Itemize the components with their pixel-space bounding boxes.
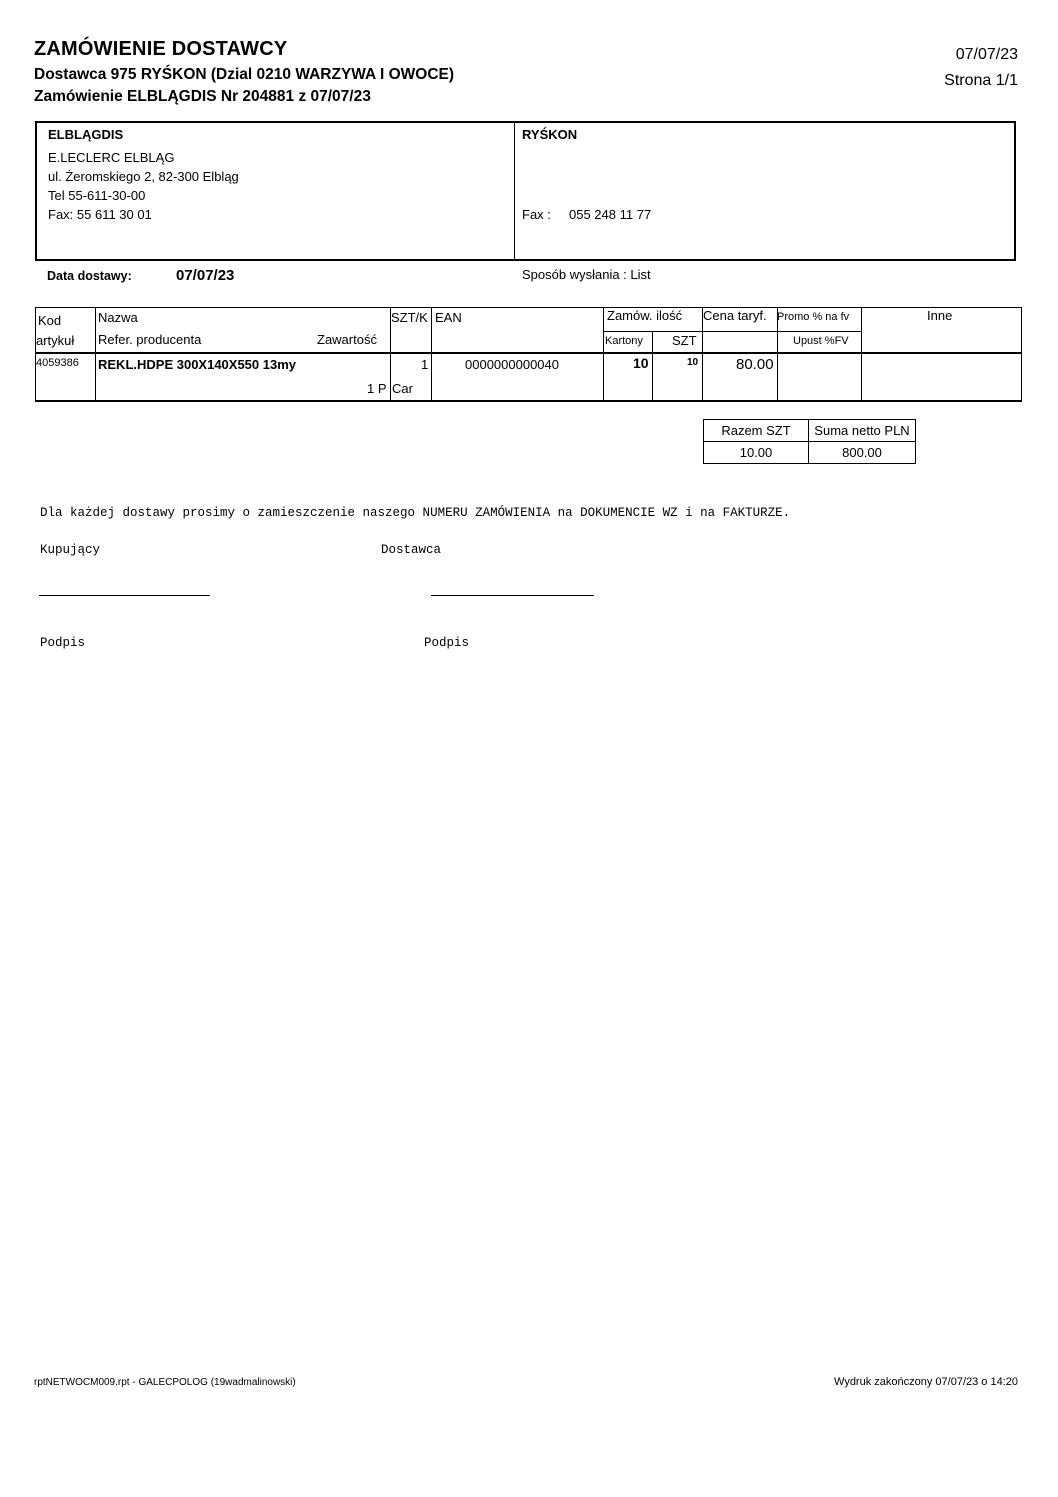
th-szt: SZT [672, 333, 697, 348]
th-kartony: Kartony [605, 335, 643, 347]
cell-zawartosc: 1 P [367, 381, 387, 396]
razem-value: 10.00 [704, 442, 809, 464]
table-header-rule [35, 352, 1022, 354]
supplier-fax-value: 055 248 11 77 [569, 207, 652, 222]
cell-ean: 0000000000040 [465, 357, 559, 372]
th-zamow: Zamów. ilość [607, 308, 683, 323]
cell-nazwa: REKL.HDPE 300X140X550 13my [98, 357, 297, 372]
buyer-fax: Fax: 55 611 30 01 [48, 207, 152, 222]
th-kod: Kod [38, 313, 62, 328]
th-artykul: artykuł [36, 333, 75, 348]
subheader-rule [603, 331, 861, 332]
th-ean: EAN [435, 310, 462, 325]
cell-kartony: 10 [633, 355, 649, 371]
th-upust: Upust %FV [793, 335, 849, 347]
th-sztk: SZT/K [391, 310, 428, 325]
order-notice: Dla każdej dostawy prosimy o zamieszczenie naszego NUMERU ZAMÓWIENIA na DOKUMENCIE WZ i na FAKTURZE. [40, 506, 791, 520]
th-inne: Inne [927, 308, 953, 323]
header-date: 07/07/23 [955, 46, 1018, 63]
document-title: ZAMÓWIENIE DOSTAWCY [34, 38, 288, 60]
buyer-name: E.LECLERC ELBLĄG [48, 150, 175, 165]
supplier-signature-line [431, 595, 594, 596]
supplier-fax-label: Fax : [522, 207, 551, 222]
address-divider [514, 123, 515, 260]
suma-label: Suma netto PLN [809, 420, 916, 442]
th-promo: Promo % na fv [777, 311, 850, 323]
th-refer: Refer. producenta [98, 332, 202, 347]
items-table [35, 307, 1022, 402]
supplier-sign-label: Dostawca [381, 543, 442, 557]
buyer-podpis: Podpis [40, 636, 86, 650]
delivery-label: Data dostawy: [47, 269, 132, 283]
buyer-code: ELBLĄGDIS [48, 127, 124, 142]
summary-table [703, 419, 916, 464]
th-nazwa: Nazwa [98, 310, 138, 325]
buyer-signature-line [39, 595, 210, 596]
supplier-name: RYŚKON [522, 127, 578, 142]
col-line [603, 307, 604, 401]
th-cena: Cena taryf. [703, 308, 767, 323]
supplier-podpis: Podpis [424, 636, 470, 650]
cell-kod: 4059386 [36, 357, 79, 369]
order-line: Zamówienie ELBLĄGDIS Nr 204881 z 07/07/23 [34, 88, 371, 105]
supplier-line: Dostawca 975 RYŚKON (Dzial 0210 WARZYWA I OWOCE) [34, 66, 455, 83]
footer-printed: Wydruk zakończony 07/07/23 o 14:20 [834, 1376, 1018, 1388]
razem-label: Razem SZT [704, 420, 809, 442]
page-number: Strona 1/1 [944, 72, 1018, 89]
cell-sztk: 1 [421, 357, 429, 372]
col-line [95, 307, 96, 401]
th-zawartosc: Zawartość [317, 332, 377, 347]
cell-cena: 80.00 [736, 356, 774, 373]
buyer-sign-label: Kupujący [40, 543, 101, 557]
shipping-method: Sposób wysłania : List [522, 267, 651, 282]
address-box [35, 121, 1016, 261]
cell-unit: Car [392, 381, 413, 396]
buyer-tel: Tel 55-611-30-00 [48, 188, 146, 203]
footer-report: rptNETWOCM009.rpt - GALECPOLOG (19wadmalinowski) [34, 1377, 296, 1388]
col-line [861, 307, 862, 401]
delivery-date: 07/07/23 [176, 267, 235, 284]
col-line [652, 331, 653, 401]
table-bottom-rule [35, 400, 1022, 402]
col-line [431, 307, 432, 401]
buyer-address: ul. Żeromskiego 2, 82-300 Elbląg [48, 169, 239, 184]
suma-value: 800.00 [809, 442, 916, 464]
cell-szt: 10 [687, 357, 699, 368]
